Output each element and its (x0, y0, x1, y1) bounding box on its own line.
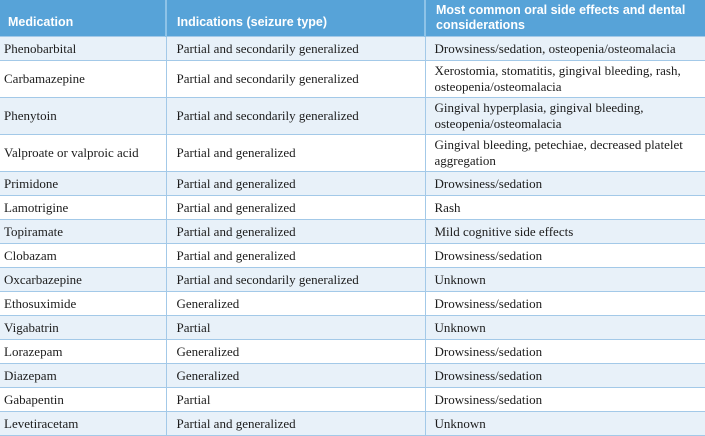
side-effects-cell: Mild cognitive side effects (425, 220, 705, 244)
medication-cell: Diazepam (0, 364, 166, 388)
indications-cell: Partial and generalized (166, 172, 425, 196)
table-row (0, 135, 705, 172)
column-header-medication: Medication (0, 0, 166, 37)
medication-cell: Phenobarbital (0, 37, 166, 61)
table-row (0, 172, 705, 196)
medication-cell: Phenytoin (0, 98, 166, 135)
medication-cell: Valproate or valproic acid (0, 135, 166, 172)
medication-cell: Clobazam (0, 244, 166, 268)
side-effects-cell: Drowsiness/sedation (425, 364, 705, 388)
medication-cell: Ethosuximide (0, 292, 166, 316)
medication-cell: Vigabatrin (0, 316, 166, 340)
side-effects-cell: Drowsiness/sedation (425, 388, 705, 412)
side-effects-cell: Drowsiness/sedation (425, 292, 705, 316)
side-effects-cell: Unknown (425, 316, 705, 340)
medication-cell: Primidone (0, 172, 166, 196)
table-row (0, 196, 705, 220)
side-effects-cell: Drowsiness/sedation (425, 244, 705, 268)
side-effects-cell: Unknown (425, 268, 705, 292)
table-row (0, 292, 705, 316)
table-row (0, 268, 705, 292)
side-effects-cell: Unknown (425, 412, 705, 436)
table-row (0, 244, 705, 268)
table-header-row (0, 0, 705, 37)
table-row (0, 412, 705, 436)
medication-cell: Lamotrigine (0, 196, 166, 220)
medication-cell: Levetiracetam (0, 412, 166, 436)
table-row (0, 316, 705, 340)
side-effects-cell: Drowsiness/sedation (425, 172, 705, 196)
side-effects-cell: Xerostomia, stomatitis, gingival bleeding, rash, osteopenia/osteomalacia (425, 61, 705, 98)
medication-cell: Lorazepam (0, 340, 166, 364)
table-row (0, 98, 705, 135)
indications-cell: Partial (166, 388, 425, 412)
side-effects-cell: Drowsiness/sedation (425, 340, 705, 364)
medication-cell: Gabapentin (0, 388, 166, 412)
table-row (0, 61, 705, 98)
indications-cell: Partial and generalized (166, 196, 425, 220)
indications-cell: Generalized (166, 292, 425, 316)
indications-cell: Partial and secondarily generalized (166, 98, 425, 135)
medication-cell: Oxcarbazepine (0, 268, 166, 292)
table-row (0, 37, 705, 61)
medication-cell: Carbamazepine (0, 61, 166, 98)
table-body (0, 37, 705, 436)
indications-cell: Partial and generalized (166, 135, 425, 172)
column-header-indications: Indications (seizure type) (166, 0, 425, 37)
side-effects-cell: Gingival bleeding, petechiae, decreased platelet aggregation (425, 135, 705, 172)
indications-cell: Partial and secondarily generalized (166, 61, 425, 98)
table-row (0, 220, 705, 244)
medication-cell: Topiramate (0, 220, 166, 244)
side-effects-cell: Rash (425, 196, 705, 220)
indications-cell: Partial and generalized (166, 244, 425, 268)
table-row (0, 388, 705, 412)
side-effects-cell: Drowsiness/sedation, osteopenia/osteomalacia (425, 37, 705, 61)
table-row (0, 364, 705, 388)
indications-cell: Generalized (166, 340, 425, 364)
column-header-side-effects: Most common oral side effects and dental considerations (425, 0, 705, 37)
side-effects-cell: Gingival hyperplasia, gingival bleeding, osteopenia/osteomalacia (425, 98, 705, 135)
indications-cell: Partial (166, 316, 425, 340)
indications-cell: Partial and secondarily generalized (166, 37, 425, 61)
indications-cell: Partial and secondarily generalized (166, 268, 425, 292)
indications-cell: Partial and generalized (166, 412, 425, 436)
table-row (0, 340, 705, 364)
indications-cell: Partial and generalized (166, 220, 425, 244)
indications-cell: Generalized (166, 364, 425, 388)
